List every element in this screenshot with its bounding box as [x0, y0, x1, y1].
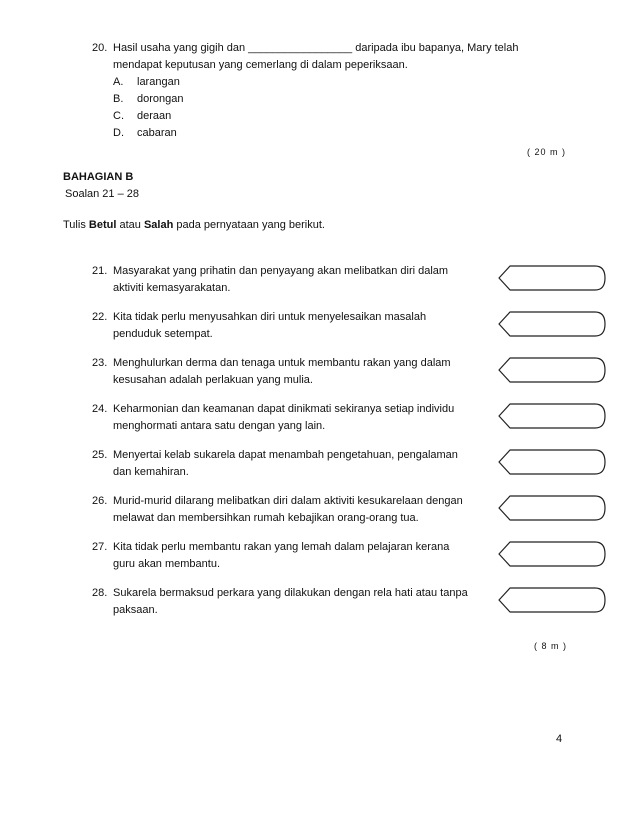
instruction-prefix: Tulis [63, 219, 86, 231]
section-b-range: Soalan 21 – 28 [65, 188, 140, 200]
statement-text-line2: guru akan membantu. [113, 558, 221, 570]
answer-box-shape [498, 495, 606, 521]
instruction-betul: Betul [88, 219, 117, 231]
answer-box[interactable] [498, 587, 606, 613]
answer-box-shape [498, 403, 606, 429]
page-number: 4 [556, 733, 563, 745]
statement-text-line2: dan kemahiran. [113, 466, 189, 478]
option-letter: C. [113, 110, 124, 122]
statement-number: 23. [92, 357, 108, 369]
statement-text-line2: aktiviti kemasyarakatan. [113, 282, 231, 294]
statement-text-line1: Sukarela bermaksud perkara yang dilakukan dengan rela hati atau tanpa [113, 587, 468, 599]
answer-box-shape [498, 541, 606, 567]
statement-text-line1: Masyarakat yang prihatin dan penyayang akan melibatkan diri dalam [113, 265, 449, 277]
statement-text-line2: penduduk setempat. [113, 328, 213, 340]
instruction-suffix: pada pernyataan yang berikut. [176, 219, 325, 231]
statement-text-line2: melawat dan membersihkan rumah kebajikan orang-orang tua. [113, 512, 419, 524]
answer-box[interactable] [498, 311, 606, 337]
question-text-line2: mendapat keputusan yang cemerlang di dalam peperiksaan. [113, 59, 408, 71]
instruction-salah: Salah [143, 219, 174, 231]
answer-box[interactable] [498, 449, 606, 475]
statement-number: 24. [92, 403, 108, 415]
option-text: larangan [137, 76, 180, 88]
question-text-line1: Hasil usaha yang gigih dan _________________ daripada ibu bapanya, Mary telah [113, 42, 519, 54]
answer-box[interactable] [498, 357, 606, 383]
statement-text-line1: Menyertai kelab sukarela dapat menambah pengetahuan, pengalaman [113, 449, 458, 461]
answer-box-shape [498, 311, 606, 337]
statement-number: 27. [92, 541, 108, 553]
statement-text-line1: Kita tidak perlu membantu rakan yang lemah dalam pelajaran kerana [113, 541, 450, 553]
answer-box[interactable] [498, 541, 606, 567]
option-letter: A. [113, 76, 124, 88]
section-a-marks: ( 20 m ) [527, 147, 567, 157]
section-b-instruction [63, 219, 325, 231]
statement-text-line1: Kita tidak perlu menyusahkan diri untuk menyelesaikan masalah [113, 311, 427, 323]
section-b-title: BAHAGIAN B [63, 171, 134, 183]
statement-number: 22. [92, 311, 108, 323]
statement-text-line2: menghormati antara satu dengan yang lain. [113, 420, 326, 432]
answer-box[interactable] [498, 403, 606, 429]
statement-text-line2: kesusahan adalah perlakuan yang mulia. [113, 374, 313, 386]
answer-box-shape [498, 449, 606, 475]
statement-text-line1: Murid-murid dilarang melibatkan diri dalam aktiviti kesukarelaan dengan [113, 495, 463, 507]
answer-box[interactable] [498, 495, 606, 521]
option-text: cabaran [137, 127, 177, 139]
statement-text-line2: paksaan. [113, 604, 158, 616]
question-20 [92, 40, 572, 142]
option-text: dorongan [137, 93, 184, 105]
option-d[interactable] [92, 125, 572, 142]
answer-box-shape [498, 357, 606, 383]
statement-number: 25. [92, 449, 108, 461]
section-b-marks: ( 8 m ) [534, 641, 567, 651]
statement-number: 21. [92, 265, 108, 277]
option-a[interactable] [92, 74, 572, 91]
option-letter: B. [113, 93, 124, 105]
option-letter: D. [113, 127, 124, 139]
option-b[interactable] [92, 91, 572, 108]
answer-box-shape [498, 265, 606, 291]
option-c[interactable] [92, 108, 572, 125]
option-text: deraan [137, 110, 172, 122]
question-number: 20. [92, 42, 108, 54]
statement-text-line1: Menghulurkan derma dan tenaga untuk membantu rakan yang dalam [113, 357, 451, 369]
statement-number: 26. [92, 495, 108, 507]
answer-box-shape [498, 587, 606, 613]
instruction-mid: atau [119, 219, 141, 231]
statement-number: 28. [92, 587, 108, 599]
answer-box[interactable] [498, 265, 606, 291]
statement-text-line1: Keharmonian dan keamanan dapat dinikmati sekiranya setiap individu [113, 403, 455, 415]
